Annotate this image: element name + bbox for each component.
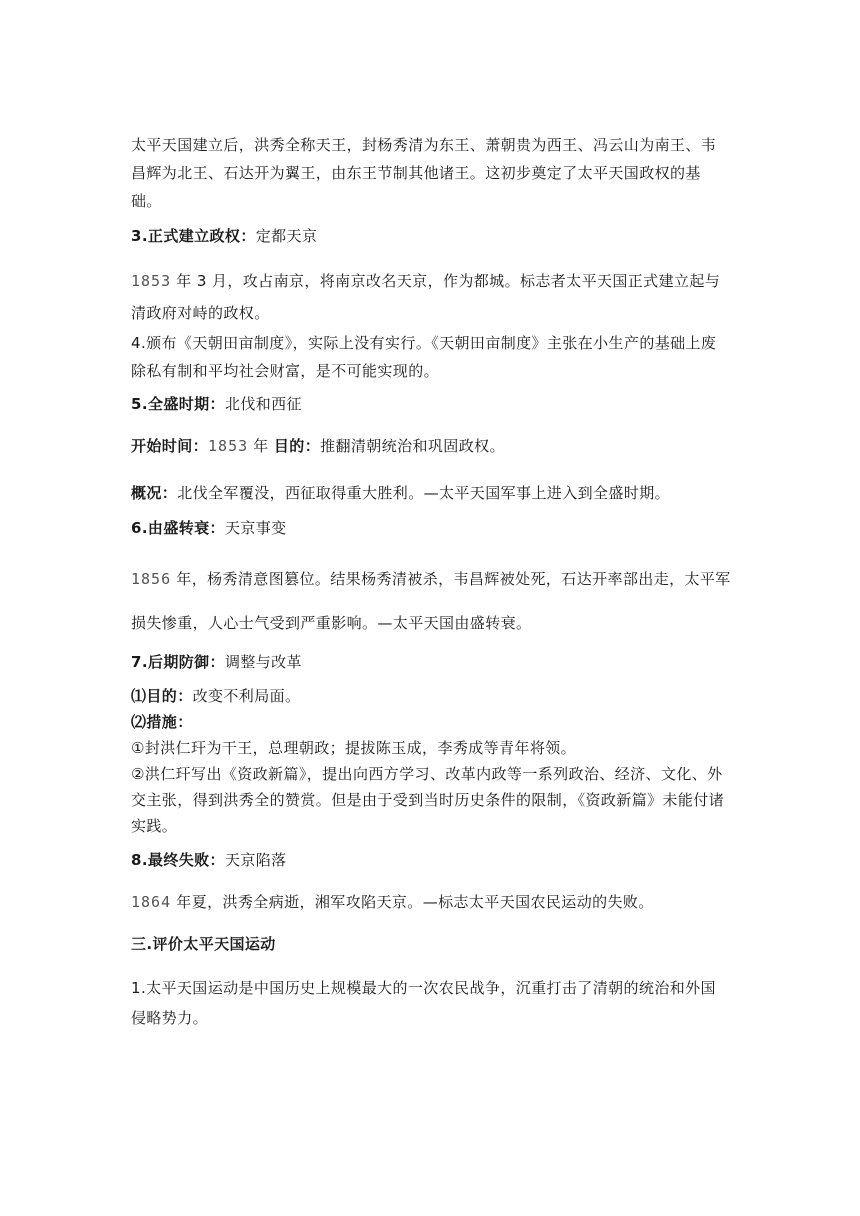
purpose-label: 目的： [273,437,321,455]
heading-8-text: 天京陷落 [224,851,287,869]
start-time-label: 开始时间： [131,437,209,455]
heading-5-text: 北伐和西征 [224,395,302,413]
purpose-item-label: ⑴目的： [131,687,193,705]
paragraph-capital-text: 年 3 月，攻占南京，将南京改名天京，作为都城。标志者太平天国正式建立起与清政府对峙的政权。 [131,272,721,322]
heading-6 [131,515,731,541]
paragraph-final-defeat [131,889,731,915]
overview-label: 概况： [131,484,178,502]
year-unit: 年 [248,437,274,455]
overview-text: 北伐全军覆没，西征取得重大胜利。—太平天国军事上进入到全盛时期。 [177,484,671,502]
measure-item-1: ①封洪仁玕为干王，总理朝政；提拔陈玉成，李秀成等青年将领。 [131,739,577,757]
paragraph-overview [131,475,731,511]
year-1864: 1864 [131,893,172,911]
heading-7-text: 调整与改革 [224,653,302,671]
paragraph-start-time [131,433,731,459]
section-heading-evaluation: 三.评价太平天国运动 [131,935,276,953]
heading-5 [131,391,731,417]
heading-8 [131,847,731,873]
paragraph-purpose [131,683,731,709]
heading-5-label: 5.全盛时期： [131,395,225,413]
paragraph-land-system: 4.颁布《天朝田亩制度》，实际上没有实行。《天朝田亩制度》主张在小生产的基础上废除私有制和平均社会财富，是不可能实现的。 [131,334,717,380]
start-year: 1853 [208,437,249,455]
heading-3-text: 定都天京 [255,227,318,245]
year-1856: 1856 [131,570,172,588]
heading-3-label: 3.正式建立政权： [131,227,256,245]
heading-3 [131,223,731,249]
paragraph-tianjing-incident [131,557,731,645]
paragraph-tianjing-incident-text: 年，杨秀清意图篡位。结果杨秀清被杀，韦昌辉被处死，石达开率部出走，太平军损失惨重，人心士气受到严重影响。—太平天国由盛转衰。 [131,570,731,632]
measure-item-2: ②洪仁玕写出《资政新篇》，提出向西方学习、改革内政等一系列政治、经济、文化、外交主张，得到洪秀全的赞赏。但是由于受到当时历史条件的限制，《资政新篇》未能付诸实践。 [131,765,725,835]
heading-6-label: 6.由盛转衰： [131,519,225,537]
purpose-text: 推翻清朝统治和巩固政权。 [320,437,505,455]
purpose-item-text: 改变不利局面。 [192,687,301,705]
paragraph-establishment: 太平天国建立后，洪秀全称天王，封杨秀清为东王、萧朝贵为西王、冯云山为南王、韦昌辉为北王、石达开为翼王，由东王节制其他诸王。这初步奠定了太平天国政权的基础。 [131,136,717,210]
paragraph-final-defeat-text: 年夏，洪秀全病逝，湘军攻陷天京。—标志太平天国农民运动的失败。 [171,893,654,911]
paragraph-capital [131,265,731,329]
heading-8-label: 8.最终失败： [131,851,225,869]
heading-6-text: 天京事变 [224,519,287,537]
measures-label: ⑵措施： [131,713,193,731]
heading-7 [131,649,731,675]
heading-7-label: 7.后期防御： [131,653,225,671]
document-body [131,131,731,1033]
year-1853: 1853 [131,272,172,290]
evaluation-item-1: 1.太平天国运动是中国历史上规模最大的一次农民战争，沉重打击了清朝的统治和外国侵略势力。 [131,979,716,1027]
